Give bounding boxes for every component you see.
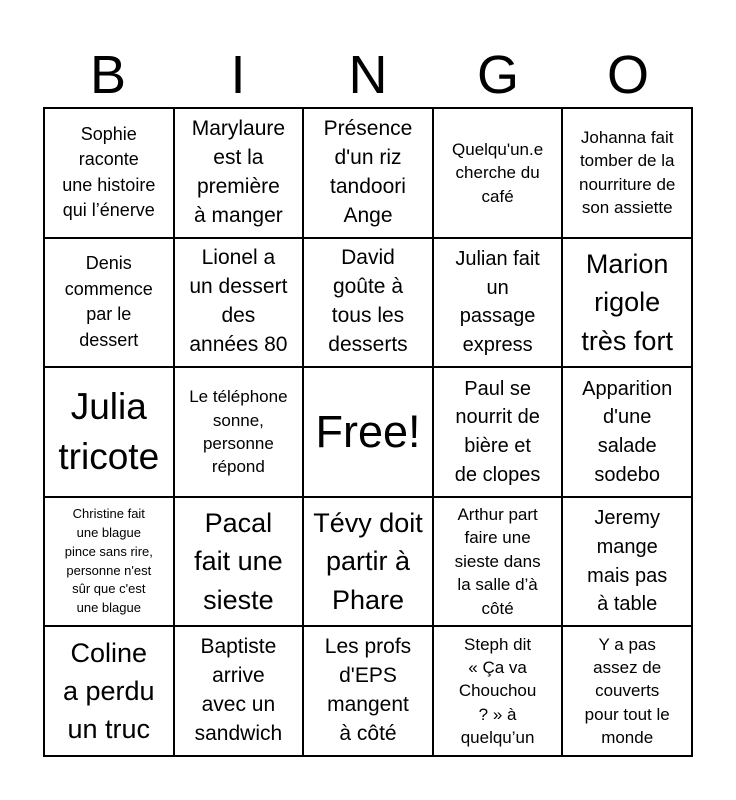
bingo-cell-free[interactable]: Free!	[303, 367, 433, 497]
bingo-cell-r2c5[interactable]: Marion rigole très fort	[562, 238, 692, 368]
bingo-cell-r1c1[interactable]: Sophie raconte une histoire qui l’énerve	[44, 108, 174, 238]
bingo-cell-r3c2[interactable]: Le téléphone sonne, personne répond	[174, 367, 304, 497]
bingo-cell-r4c5[interactable]: Jeremy mange mais pas à table	[562, 497, 692, 627]
bingo-board	[43, 107, 693, 757]
bingo-cell-r1c2[interactable]: Marylaure est la première à manger	[174, 108, 304, 238]
bingo-cell-r5c5[interactable]: Y a pas assez de couverts pour tout le monde	[562, 626, 692, 756]
bingo-cell-r3c1[interactable]: Julia tricote	[44, 367, 174, 497]
bingo-cell-r5c1[interactable]: Coline a perdu un truc	[44, 626, 174, 756]
bingo-cell-r2c2[interactable]: Lionel a un dessert des années 80	[174, 238, 304, 368]
bingo-cell-r4c2[interactable]: Pacal fait une sieste	[174, 497, 304, 627]
bingo-cell-r5c2[interactable]: Baptiste arrive avec un sandwich	[174, 626, 304, 756]
title-letter-i: I	[230, 45, 246, 105]
title-letter-b: B	[89, 45, 127, 105]
bingo-cell-r2c1[interactable]: Denis commence par le dessert	[44, 238, 174, 368]
title-letter-o: O	[606, 45, 649, 105]
bingo-cell-r5c3[interactable]: Les profs d'EPS mangent à côté	[303, 626, 433, 756]
bingo-cell-r4c1[interactable]: Christine fait une blague pince sans rire, personne n'est sûr que c'est une blague	[44, 497, 174, 627]
title-letter-g: G	[476, 45, 519, 105]
bingo-cell-r3c4[interactable]: Paul se nourrit de bière et de clopes	[433, 367, 563, 497]
bingo-cell-r1c3[interactable]: Présence d'un riz tandoori Ange	[303, 108, 433, 238]
bingo-cell-r1c4[interactable]: Quelqu'un.e cherche du café	[433, 108, 563, 238]
bingo-cell-r2c4[interactable]: Julian fait un passage express	[433, 238, 563, 368]
title-letter-n: N	[348, 45, 388, 105]
bingo-cell-r5c4[interactable]: Steph dit « Ça va Chouchou ? » à quelqu’un	[433, 626, 563, 756]
bingo-cell-r1c5[interactable]: Johanna fait tomber de la nourriture de son assiette	[562, 108, 692, 238]
bingo-cell-r3c5[interactable]: Apparition d'une salade sodebo	[562, 367, 692, 497]
bingo-cell-r2c3[interactable]: David goûte à tous les desserts	[303, 238, 433, 368]
bingo-cell-r4c4[interactable]: Arthur part faire une sieste dans la salle d’à côté	[433, 497, 563, 627]
bingo-title	[43, 42, 693, 108]
bingo-cell-r4c3[interactable]: Tévy doit partir à Phare	[303, 497, 433, 627]
